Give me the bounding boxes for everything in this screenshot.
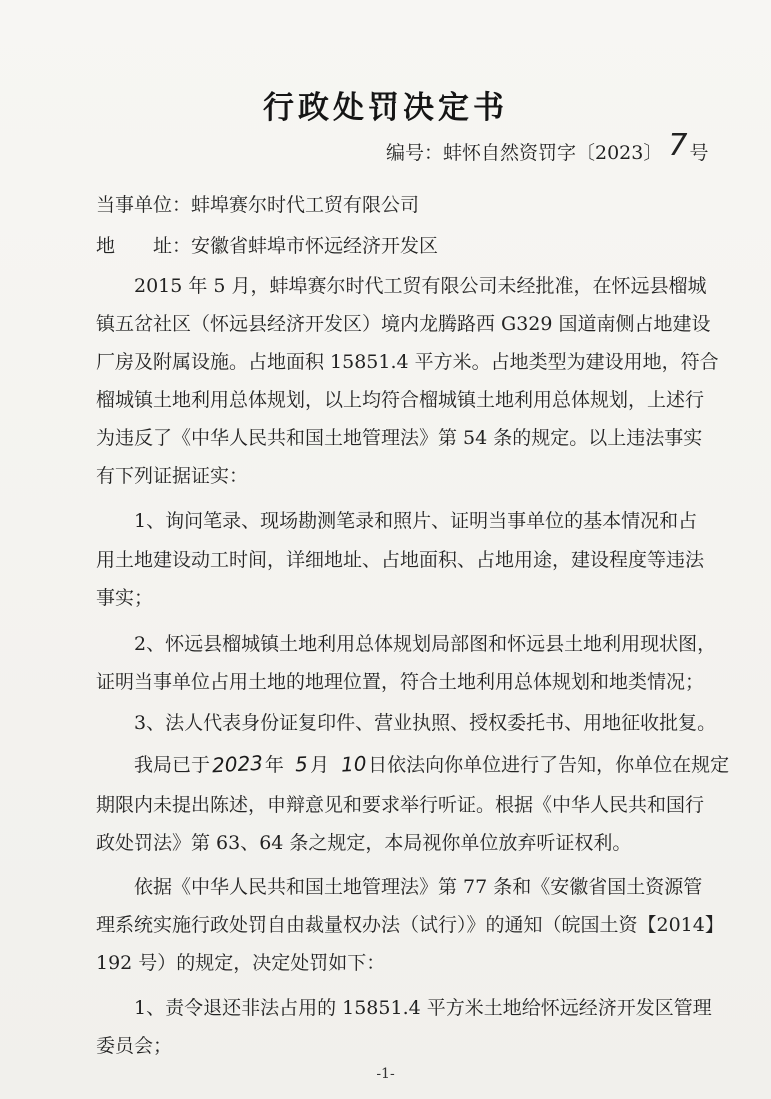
notice-prefix: 我局已于 (134, 754, 211, 776)
document-number-prefix: 编号：蚌怀自然资罚字〔2023〕 (386, 142, 663, 164)
document-number-handwritten: 7 (668, 128, 688, 163)
basis-line: 依据《中华人民共和国土地管理法》第 77 条和《安徽省国土资源管 (134, 876, 703, 898)
notice-line: 期限内未提出陈述，申辩意见和要求举行听证。根据《中华人民共和国行 (96, 794, 705, 816)
paragraph-line: 有下列证据证实： (96, 465, 249, 487)
penalty-line: 委员会； (96, 1035, 173, 1057)
document-number (386, 128, 709, 165)
paragraph-line: 镇五岔社区（怀远县经济开发区）境内龙腾路西 G329 国道南侧占地建设 (96, 313, 711, 335)
paragraph-line: 厂房及附属设施。占地面积 15851.4 平方米。占地类型为建设用地，符合 (96, 351, 719, 373)
notice-rest: 日依法向你单位进行了告知，你单位在规定 (368, 754, 730, 776)
evidence-line: 证明当事单位占用土地的地理位置，符合土地利用总体规划和地类情况； (96, 671, 705, 693)
notice-line (134, 750, 729, 777)
party-line: 当事单位：蚌埠赛尔时代工贸有限公司 (96, 194, 420, 216)
evidence-line: 2、怀远县榴城镇土地利用总体规划局部图和怀远县土地利用现状图， (134, 633, 717, 655)
evidence-line: 事实； (96, 587, 154, 609)
evidence-line: 3、法人代表身份证复印件、营业执照、授权委托书、用地征收批复。 (134, 712, 717, 734)
document-number-suffix: 号 (689, 142, 709, 164)
basis-line: 理系统实施行政处罚自由裁量权办法（试行）》的通知（皖国土资【2014】 (96, 914, 724, 936)
notice-year-label: 年 (264, 754, 284, 776)
evidence-line: 1、询问笔录、现场勘测笔录和照片、证明当事单位的基本情况和占 (134, 510, 698, 532)
page-number: -1- (376, 1066, 395, 1082)
penalty-line: 1、责令退还非法占用的 15851.4 平方米土地给怀远经济开发区管理 (134, 997, 712, 1019)
basis-line: 192 号）的规定，决定处罚如下： (96, 952, 386, 974)
paragraph-line: 为违反了《中华人民共和国土地管理法》第 54 条的规定。以上违法事实 (96, 427, 703, 449)
address-line: 地 址：安徽省蚌埠市怀远经济开发区 (96, 235, 439, 257)
handwritten-day: 10 (340, 751, 367, 777)
handwritten-year: 2023 (211, 750, 264, 778)
notice-line: 政处罚法》第 63、64 条之规定，本局视你单位放弃听证权利。 (96, 832, 632, 854)
paragraph-line: 榴城镇土地利用总体规划，以上均符合榴城镇土地利用总体规划，上述行 (96, 389, 705, 411)
notice-month-label: 月 (310, 754, 330, 776)
document-title: 行政处罚决定书 (263, 90, 508, 126)
paragraph-line: 2015 年 5 月，蚌埠赛尔时代工贸有限公司未经批准，在怀远县榴城 (134, 275, 707, 297)
handwritten-month: 5 (294, 751, 309, 777)
evidence-line: 用土地建设动工时间，详细地址、占地面积、占地用途，建设程度等违法 (96, 549, 705, 571)
